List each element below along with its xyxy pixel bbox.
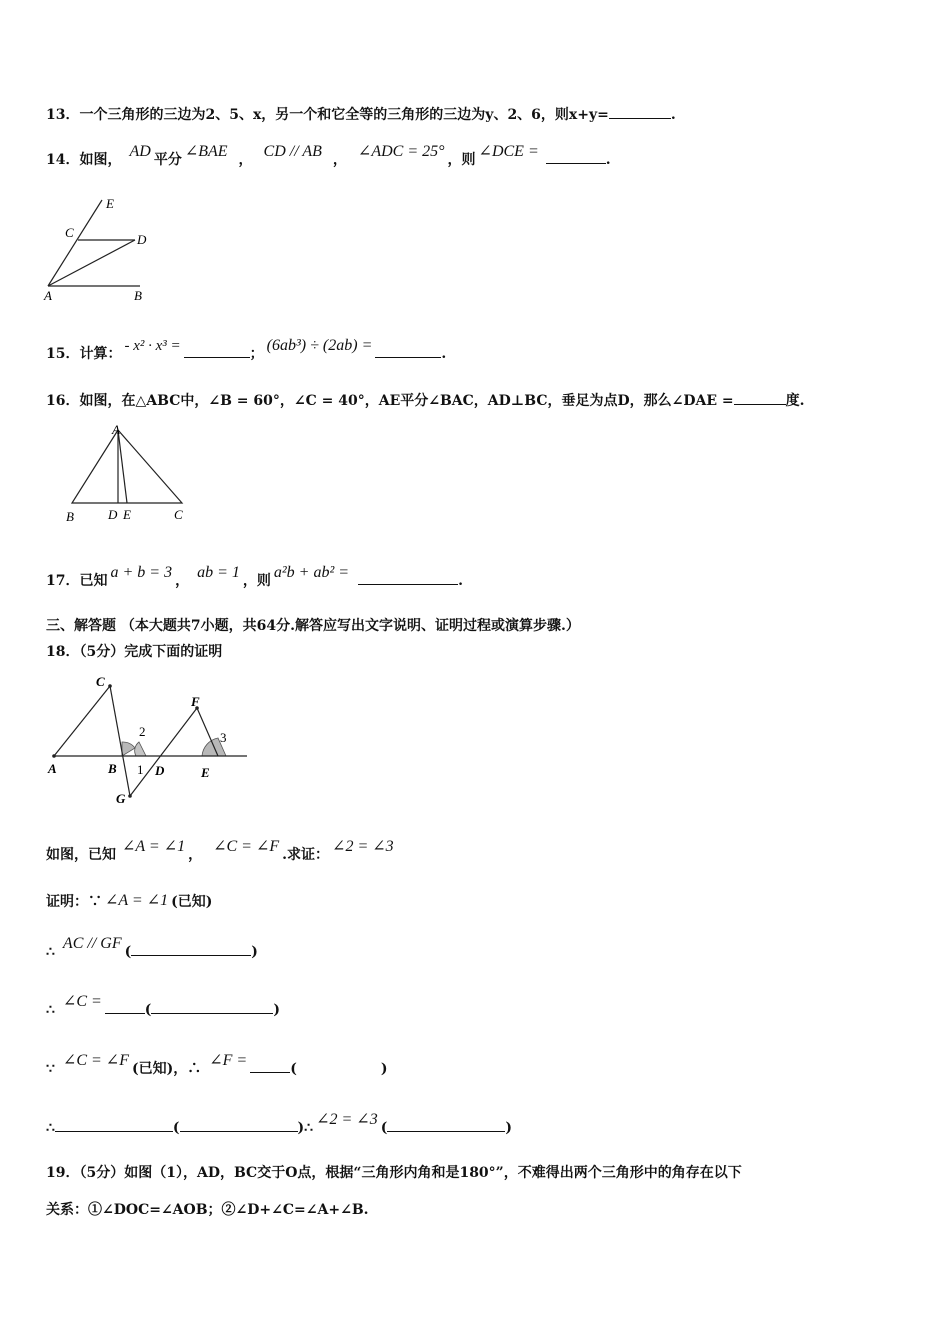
label-a: A <box>48 761 57 776</box>
triangle-abc <box>72 430 182 503</box>
question-18-title: 18．（5分）完成下面的证明 <box>46 644 223 660</box>
question-17-number: 17．已知 <box>46 573 108 589</box>
proof-line-1 <box>46 892 212 912</box>
left-paren: ( <box>172 1120 180 1136</box>
segment-ad <box>48 240 135 286</box>
period: . <box>458 573 463 589</box>
semicolon: ； <box>249 346 264 362</box>
label-e: E <box>123 507 131 522</box>
label-c: C <box>174 507 183 522</box>
answer-blank <box>105 998 145 1014</box>
answer-blank <box>375 342 441 358</box>
therefore-symbol: ∴ <box>46 1120 55 1136</box>
answer-blank <box>250 1057 290 1073</box>
unit-degree: 度. <box>785 393 805 409</box>
label-d: D <box>155 763 165 778</box>
reason-known-therefore: (已知)，∴ <box>131 1061 202 1077</box>
math-angle-f: ∠F = <box>209 1052 248 1069</box>
angle-2-mark <box>122 742 135 756</box>
math-angle-adc: ∠ADC = 25° <box>357 143 445 160</box>
math-expression-1: - x² · x³ = <box>124 338 181 354</box>
text-bisects: 平分 <box>153 152 182 168</box>
label-e: E <box>106 196 114 211</box>
proof-line-3 <box>46 993 281 1020</box>
question-13 <box>46 103 676 125</box>
label-3: 3 <box>220 730 227 745</box>
math-proof-1: ∠A = ∠1 <box>105 892 169 909</box>
question-14 <box>46 143 611 170</box>
figure-16 <box>60 420 195 530</box>
q18-given <box>46 838 397 865</box>
answer-blank <box>358 569 458 585</box>
question-13-text: 13．一个三角形的三边为2、5、x，另一个和它全等的三角形的三边为y、2、6，则x+y= <box>46 107 609 123</box>
math-ac-parallel-gf: AC // GF <box>62 935 122 952</box>
question-16 <box>46 389 805 411</box>
because-symbol: ∵ <box>46 1061 55 1077</box>
question-15-number: 15．计算： <box>46 346 122 362</box>
left-paren: ( <box>124 944 132 960</box>
math-ad: AD <box>129 143 151 160</box>
reason-blank <box>180 1116 298 1132</box>
left-paren: ( <box>144 1002 152 1018</box>
label-1: 1 <box>137 762 144 777</box>
point-a <box>52 754 56 758</box>
math-angle-c-equals-f: ∠C = ∠F <box>62 1052 129 1069</box>
point-g <box>128 794 132 798</box>
label-b: B <box>66 509 74 524</box>
left-paren: ( <box>290 1061 297 1077</box>
math-given-2: ∠C = ∠F <box>213 838 280 855</box>
label-f: F <box>191 694 200 709</box>
label-d: D <box>108 507 118 522</box>
text-then: ，则 <box>242 573 271 589</box>
therefore-symbol: ∴ <box>46 1002 55 1018</box>
answer-blank <box>609 103 671 119</box>
point-c <box>108 684 112 688</box>
label-b: B <box>108 761 117 776</box>
right-paren: ) <box>380 1061 388 1077</box>
comma: ， <box>175 573 190 589</box>
figure-14 <box>40 190 170 310</box>
question-16-text: 16．如图，在△ABC中，∠B = 60°，∠C = 40°，AE平分∠BAC，AD⊥BC，垂足为点D，那么∠DAE = <box>46 393 734 409</box>
reason-blank <box>131 940 251 956</box>
label-c: C <box>96 674 105 689</box>
segment-ac <box>54 686 110 756</box>
label-a: A <box>44 288 52 303</box>
therefore-symbol: ∴ <box>46 944 55 960</box>
period: . <box>441 346 447 362</box>
comma: ， <box>332 152 347 168</box>
math-given-1: ∠A = ∠1 <box>122 838 186 855</box>
answer-blank <box>546 148 606 164</box>
segment-cg <box>110 686 130 796</box>
question-19-line-1: 19．（5分）如图（1），AD，BC交于O点，根据“三角形内角和是180°”，不难得出两个三角形中的角存在以下 <box>46 1165 742 1181</box>
right-paren: ) <box>273 1002 281 1018</box>
comma: ， <box>238 152 253 168</box>
ray-ae <box>48 200 102 286</box>
section-heading: 三、解答题 （本大题共7小题，共64分.解答应写出文字说明、证明过程或演算步骤.） <box>46 618 580 634</box>
answer-blank <box>55 1116 173 1132</box>
reason-known: (已知) <box>171 894 213 910</box>
period: . <box>605 152 611 168</box>
question-14-number: 14．如图， <box>46 152 122 168</box>
label-c: C <box>65 225 74 240</box>
question-15 <box>46 337 447 364</box>
label-2: 2 <box>139 724 146 739</box>
proof-prefix: 证明：∵ <box>46 894 102 910</box>
text-then: ，则 <box>447 152 476 168</box>
label-d: D <box>137 232 147 247</box>
reason-blank <box>387 1116 505 1132</box>
proof-line-5 <box>46 1111 512 1138</box>
math-a-plus-b: a + b = 3 <box>110 564 173 581</box>
therefore-symbol: ∴ <box>304 1120 314 1136</box>
math-prove: ∠2 = ∠3 <box>332 838 394 855</box>
label-e: E <box>201 765 210 780</box>
label-g: G <box>116 791 126 806</box>
period: . <box>670 107 676 123</box>
figure-18 <box>40 670 255 810</box>
bisector-ae <box>118 430 127 503</box>
answer-blank <box>184 342 250 358</box>
math-ab: ab = 1 <box>197 564 240 581</box>
right-paren: ) <box>297 1120 305 1136</box>
math-cd-parallel-ab: CD // AB <box>263 143 322 160</box>
question-17 <box>46 564 463 591</box>
question-19-line-2: 关系：①∠DOC=∠AOB；②∠D+∠C=∠A+∠B. <box>46 1202 369 1218</box>
answer-blank <box>734 389 786 405</box>
label-a: A <box>112 422 120 437</box>
left-paren: ( <box>380 1120 388 1136</box>
math-expression: a²b + ab² = <box>273 564 350 581</box>
math-conclusion: ∠2 = ∠3 <box>316 1111 378 1128</box>
reason-blank <box>151 998 273 1014</box>
math-expression-2: (6ab³) ÷ (2ab) = <box>266 337 373 354</box>
math-angle-c: ∠C = <box>62 993 102 1010</box>
proof-line-2 <box>46 935 258 962</box>
proof-line-4 <box>46 1052 388 1079</box>
comma: ， <box>188 847 203 863</box>
math-angle-dce: ∠DCE = <box>478 143 539 160</box>
given-prefix: 如图，已知 <box>46 847 116 863</box>
angle-1-mark <box>135 742 146 756</box>
prove-prefix: .求证： <box>282 847 330 863</box>
right-paren: ) <box>505 1120 512 1136</box>
label-b: B <box>134 288 142 303</box>
right-paren: ) <box>251 944 258 960</box>
math-angle-bae: ∠BAE <box>184 143 228 160</box>
